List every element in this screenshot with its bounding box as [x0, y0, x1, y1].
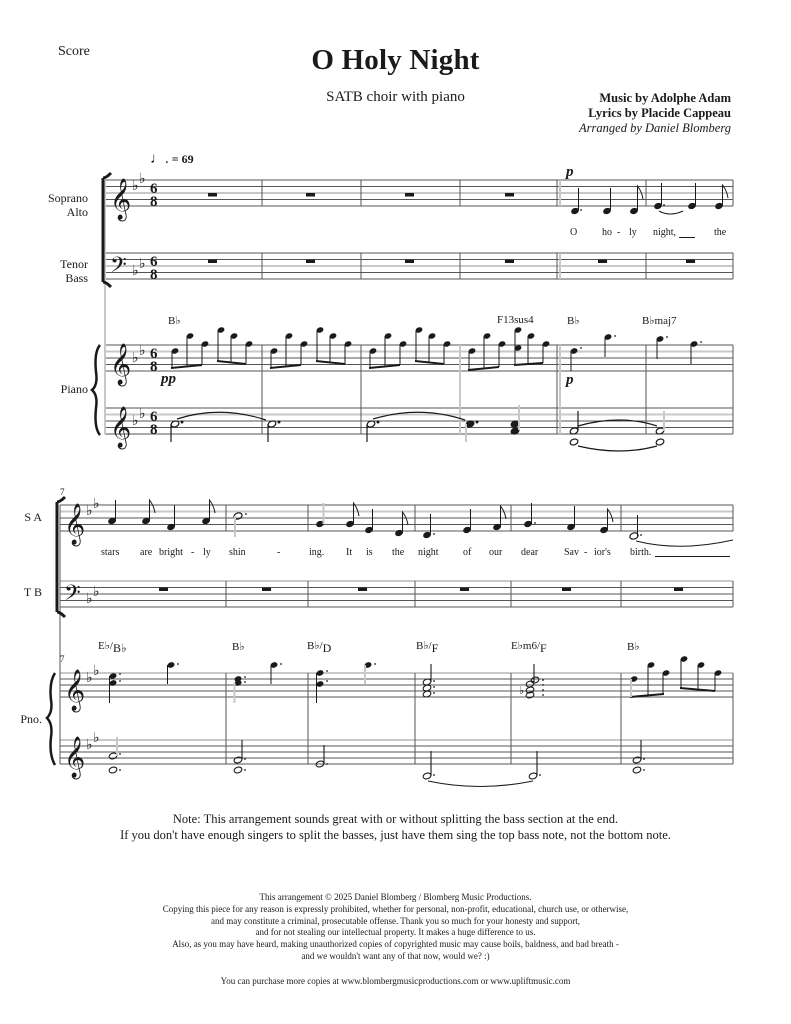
chord-symbol: B♭ [232, 641, 245, 653]
instrument-label-tenor-bass: Tenor Bass [60, 257, 88, 285]
svg-text:♭: ♭ [86, 503, 93, 519]
performance-note: Note: This arrangement sounds great with or without splitting the bass section at the end. If you don't have enough singers to split the basses, just have them sing the top bass note, not the bottom note. [120, 812, 671, 842]
dynamic-marking: pp [161, 371, 176, 387]
measure-number: 7 [60, 487, 65, 497]
lyric: ior's [594, 547, 611, 558]
svg-text:♭: ♭ [132, 178, 139, 194]
bass-clef-icon: 𝄢 [110, 253, 127, 283]
dotted-quarter-note-icon: ♩. [150, 151, 169, 167]
tempo-value: = 69 [171, 152, 194, 166]
treble-clef-icon: 𝄞 [64, 737, 86, 778]
lyric: ing. [309, 547, 325, 558]
lyric: - [584, 547, 588, 558]
piano-lh-notes-2 [108, 737, 641, 787]
instrument-label-tb: T B [23, 585, 42, 599]
dynamic-marking: p [566, 372, 574, 388]
staff-sa-2 [60, 505, 733, 531]
melisma-line [655, 556, 730, 557]
svg-text:♭: ♭ [86, 737, 93, 753]
lyric: - [191, 547, 195, 558]
music-credit: Music by Adolphe Adam [599, 91, 731, 105]
chord-symbol: B♭/F [416, 640, 439, 655]
instrument-label-sa: S A [24, 510, 42, 524]
lyric: of [463, 547, 472, 558]
treble-clef-icon: 𝄞 [110, 407, 132, 448]
staff-pno-lh-2 [60, 740, 733, 764]
arranger-credit: Arranged by Daniel Blomberg [579, 121, 731, 135]
lyric: - [277, 547, 281, 558]
svg-text:♭: ♭ [132, 413, 139, 429]
instrument-label-soprano-alto: Soprano Alto [48, 191, 88, 219]
staff-pno-rh-2 [60, 673, 733, 697]
chord-symbol: E♭m6/F [511, 640, 547, 655]
lyric: our [489, 547, 503, 558]
lyric: night [418, 547, 439, 558]
svg-text:♭: ♭ [93, 584, 100, 600]
copyright-notice: This arrangement © 2025 Daniel Blomberg / Blomberg Music Productions. Copying this piece for any reason is expressly prohibited, whether for personal, non-profit, educational, church use, or otherwise, and may constitute a criminal, prosecutable offense. Thank you so much for your honesty and support, and for not stealing our intellectual property. It makes a huge difference to us. Also, as you may have heard, making unauthorized copies of copyrighted music may cause boils, baldness, and bad breath - and we wouldn't want any of that now, would we? :) [162, 892, 629, 961]
lyric: Sav [564, 547, 579, 558]
svg-text:♭: ♭ [132, 263, 139, 279]
score-label: Score [58, 44, 90, 59]
chord-symbol: B♭ [567, 315, 580, 327]
dynamic-marking: p [566, 164, 574, 180]
treble-clef-icon: 𝄞 [110, 179, 132, 220]
svg-text:8: 8 [150, 422, 158, 438]
staff-tenor-bass [105, 253, 733, 279]
vocal-notes-2 [107, 500, 733, 546]
svg-text:♭: ♭ [139, 406, 146, 422]
lyric: It [346, 547, 353, 558]
chord-symbol: F13sus4 [497, 314, 534, 326]
svg-text:♭: ♭ [93, 663, 100, 679]
treble-clef-icon: 𝄞 [64, 670, 86, 711]
chord-symbol: E♭/B♭ [98, 640, 127, 655]
svg-text:♭: ♭ [86, 591, 93, 607]
lyric: dear [521, 547, 539, 558]
lyric: stars [101, 547, 120, 558]
svg-text:6: 6 [150, 409, 158, 425]
svg-text:♭: ♭ [86, 670, 93, 686]
rest-icon [159, 588, 683, 592]
lyrics-credit: Lyrics by Placide Cappeau [588, 106, 731, 120]
svg-text:♭: ♭ [519, 684, 525, 697]
svg-text:♭: ♭ [139, 343, 146, 359]
lyric: ly [629, 227, 637, 238]
svg-text:6: 6 [150, 254, 158, 270]
lyric: - [617, 227, 621, 238]
treble-clef-icon: 𝄞 [110, 344, 132, 385]
svg-text:8: 8 [150, 267, 158, 283]
lyric: O [570, 227, 578, 238]
melisma-line [679, 237, 695, 238]
lyric: shin [229, 547, 246, 558]
chord-symbol: B♭/D [307, 640, 332, 655]
chord-symbol: B♭ [168, 315, 181, 327]
svg-text:♭: ♭ [93, 730, 100, 746]
time-signature [150, 181, 158, 438]
svg-text:8: 8 [150, 194, 158, 210]
lyric: are [140, 547, 153, 558]
svg-text:6: 6 [150, 346, 158, 362]
staff-piano-rh [105, 345, 733, 371]
piano-brace [92, 345, 100, 435]
page-title: O Holy Night [311, 44, 480, 76]
svg-text:♭: ♭ [139, 256, 146, 272]
chord-symbol: B♭ [627, 641, 640, 653]
lyric: night, [653, 227, 677, 238]
lyric: the [392, 547, 405, 558]
staff-soprano-alto [105, 180, 733, 206]
flat-icon [132, 171, 146, 429]
lyric: ly [203, 547, 211, 558]
lyric: ho [602, 227, 612, 238]
chord-symbol: B♭maj7 [642, 315, 677, 327]
instrument-label-pno: Pno. [20, 712, 42, 726]
svg-text:8: 8 [150, 359, 158, 375]
lyric: the [714, 227, 727, 238]
purchase-info: You can purchase more copies at www.blombergmusicproductions.com or www.upliftmusic.com [220, 976, 571, 986]
bass-clef-icon: 𝄢 [64, 581, 81, 611]
lyric: is [366, 547, 373, 558]
svg-text:6: 6 [150, 181, 158, 197]
svg-text:♭: ♭ [132, 350, 139, 366]
piano-brace [47, 673, 55, 765]
subtitle: SATB choir with piano [326, 89, 465, 105]
measure-number: 7 [60, 654, 65, 664]
lyric: birth. [630, 547, 652, 558]
instrument-label-piano: Piano [60, 382, 88, 396]
flat-icon [86, 496, 100, 753]
svg-text:♭: ♭ [139, 171, 146, 187]
lyric: bright [159, 547, 183, 558]
svg-text:♭: ♭ [93, 496, 100, 512]
treble-clef-icon: 𝄞 [64, 504, 86, 545]
staff-tb-2 [60, 581, 733, 607]
